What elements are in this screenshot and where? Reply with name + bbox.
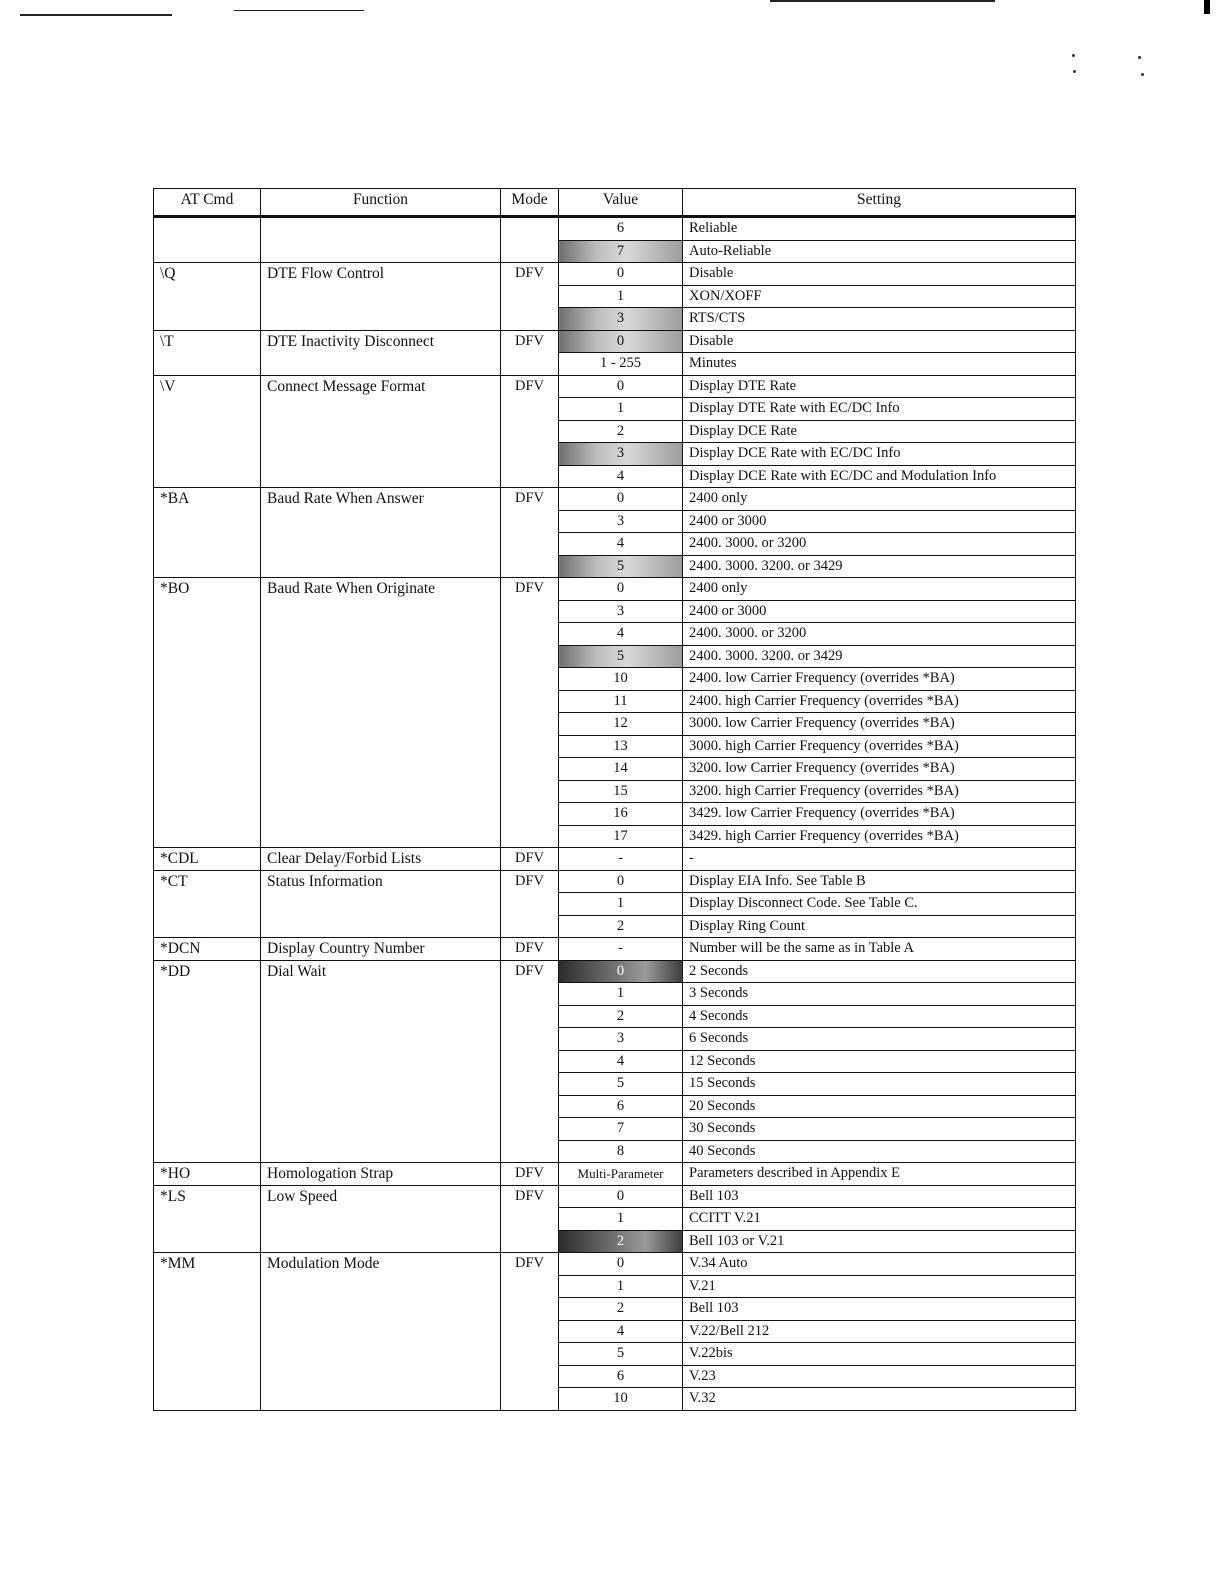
value-cell: 0 bbox=[559, 1253, 683, 1276]
header-at-cmd: AT Cmd bbox=[154, 189, 261, 217]
value-cell: 0 bbox=[559, 488, 683, 511]
mode-cell: DFV bbox=[501, 488, 559, 578]
value-cell: 1 bbox=[559, 1208, 683, 1231]
setting-cell: 3200. high Carrier Frequency (overrides *BA) bbox=[683, 780, 1076, 803]
setting-cell: Auto-Reliable bbox=[683, 240, 1076, 263]
setting-cell: 2400 only bbox=[683, 488, 1076, 511]
value-cell: 5 bbox=[559, 1073, 683, 1096]
setting-cell: 15 Seconds bbox=[683, 1073, 1076, 1096]
header-value: Value bbox=[559, 189, 683, 217]
mode-cell: DFV bbox=[501, 375, 559, 488]
default-value-cell: 5 bbox=[559, 555, 683, 578]
value-cell: 14 bbox=[559, 758, 683, 781]
value-cell: 8 bbox=[559, 1140, 683, 1163]
header-function: Function bbox=[261, 189, 501, 217]
scan-speck bbox=[1138, 56, 1141, 59]
setting-cell: Display EIA Info. See Table B bbox=[683, 870, 1076, 893]
function-cell: Baud Rate When Answer bbox=[261, 488, 501, 578]
value-cell: 4 bbox=[559, 1050, 683, 1073]
scan-speck bbox=[1141, 73, 1144, 76]
value-cell: 16 bbox=[559, 803, 683, 826]
table-row bbox=[154, 848, 1076, 871]
setting-cell: Display Disconnect Code. See Table C. bbox=[683, 893, 1076, 916]
setting-cell: 3000. low Carrier Frequency (overrides *BA) bbox=[683, 713, 1076, 736]
setting-cell: RTS/CTS bbox=[683, 308, 1076, 331]
at-command-cell: *HO bbox=[154, 1163, 261, 1186]
function-cell: Dial Wait bbox=[261, 960, 501, 1163]
value-cell: 0 bbox=[559, 375, 683, 398]
value-cell: 10 bbox=[559, 668, 683, 691]
setting-cell: XON/XOFF bbox=[683, 285, 1076, 308]
function-cell: Display Country Number bbox=[261, 938, 501, 961]
function-cell: Connect Message Format bbox=[261, 375, 501, 488]
value-cell: 4 bbox=[559, 465, 683, 488]
default-value-cell: 0 bbox=[559, 330, 683, 353]
value-cell: 13 bbox=[559, 735, 683, 758]
setting-cell: 40 Seconds bbox=[683, 1140, 1076, 1163]
default-value-cell: 3 bbox=[559, 308, 683, 331]
setting-cell: 2400. high Carrier Frequency (overrides *BA) bbox=[683, 690, 1076, 713]
value-cell: 1 bbox=[559, 398, 683, 421]
value-cell: 3 bbox=[559, 1028, 683, 1051]
table-row bbox=[154, 488, 1076, 511]
setting-cell: Disable bbox=[683, 263, 1076, 286]
scan-edge-mark bbox=[1204, 0, 1210, 14]
table-row bbox=[154, 263, 1076, 286]
mode-cell: DFV bbox=[501, 848, 559, 871]
scan-mark-left bbox=[20, 14, 172, 16]
at-command-cell: \Q bbox=[154, 263, 261, 331]
setting-cell: V.32 bbox=[683, 1388, 1076, 1411]
setting-cell: - bbox=[683, 848, 1076, 871]
header-mode: Mode bbox=[501, 189, 559, 217]
mode-cell: DFV bbox=[501, 960, 559, 1163]
table-row bbox=[154, 960, 1076, 983]
setting-cell: V.21 bbox=[683, 1275, 1076, 1298]
scan-speck bbox=[1072, 54, 1075, 57]
setting-cell: 2 Seconds bbox=[683, 960, 1076, 983]
at-command-cell: *CDL bbox=[154, 848, 261, 871]
mode-cell: DFV bbox=[501, 1185, 559, 1253]
setting-cell: 3429. low Carrier Frequency (overrides *BA) bbox=[683, 803, 1076, 826]
setting-cell: Display DTE Rate with EC/DC Info bbox=[683, 398, 1076, 421]
table-header-row bbox=[154, 189, 1076, 217]
setting-cell: 3429. high Carrier Frequency (overrides *BA) bbox=[683, 825, 1076, 848]
mode-cell: DFV bbox=[501, 1253, 559, 1411]
at-command-cell: *BA bbox=[154, 488, 261, 578]
header-setting: Setting bbox=[683, 189, 1076, 217]
setting-cell: 2400. 3000. or 3200 bbox=[683, 623, 1076, 646]
at-command-cell: \V bbox=[154, 375, 261, 488]
setting-cell: V.22bis bbox=[683, 1343, 1076, 1366]
default-value-cell: 5 bbox=[559, 645, 683, 668]
function-cell: Low Speed bbox=[261, 1185, 501, 1253]
at-command-cell bbox=[154, 217, 261, 263]
mode-cell bbox=[501, 217, 559, 263]
value-cell: 4 bbox=[559, 533, 683, 556]
value-cell: 0 bbox=[559, 870, 683, 893]
setting-cell: 2400 or 3000 bbox=[683, 600, 1076, 623]
value-cell: 1 bbox=[559, 285, 683, 308]
setting-cell: Bell 103 bbox=[683, 1298, 1076, 1321]
setting-cell: 3 Seconds bbox=[683, 983, 1076, 1006]
setting-cell: Number will be the same as in Table A bbox=[683, 938, 1076, 961]
value-cell: 0 bbox=[559, 578, 683, 601]
setting-cell: 6 Seconds bbox=[683, 1028, 1076, 1051]
setting-cell: 2400. 3000. 3200. or 3429 bbox=[683, 645, 1076, 668]
at-command-cell: *CT bbox=[154, 870, 261, 938]
value-cell: 17 bbox=[559, 825, 683, 848]
function-cell: Status Information bbox=[261, 870, 501, 938]
value-cell: 2 bbox=[559, 1005, 683, 1028]
at-command-cell: *MM bbox=[154, 1253, 261, 1411]
at-command-table bbox=[153, 188, 1076, 1411]
function-cell: Clear Delay/Forbid Lists bbox=[261, 848, 501, 871]
setting-cell: Disable bbox=[683, 330, 1076, 353]
value-cell: - bbox=[559, 938, 683, 961]
mode-cell: DFV bbox=[501, 263, 559, 331]
value-cell: 4 bbox=[559, 623, 683, 646]
value-cell: 6 bbox=[559, 1365, 683, 1388]
at-command-cell: *BO bbox=[154, 578, 261, 848]
value-cell: 1 - 255 bbox=[559, 353, 683, 376]
value-cell: 10 bbox=[559, 1388, 683, 1411]
value-cell: 2 bbox=[559, 915, 683, 938]
setting-cell: Parameters described in Appendix E bbox=[683, 1163, 1076, 1186]
setting-cell: Bell 103 bbox=[683, 1185, 1076, 1208]
mode-cell: DFV bbox=[501, 938, 559, 961]
value-cell: 0 bbox=[559, 263, 683, 286]
table-body bbox=[154, 217, 1076, 1411]
mode-cell: DFV bbox=[501, 330, 559, 375]
value-cell: 6 bbox=[559, 1095, 683, 1118]
function-cell: Modulation Mode bbox=[261, 1253, 501, 1411]
scan-mark-right bbox=[770, 0, 995, 2]
mode-cell: DFV bbox=[501, 578, 559, 848]
setting-cell: Bell 103 or V.21 bbox=[683, 1230, 1076, 1253]
setting-cell: V.34 Auto bbox=[683, 1253, 1076, 1276]
value-cell: 2 bbox=[559, 1298, 683, 1321]
scan-mark-center bbox=[234, 10, 364, 11]
setting-cell: 20 Seconds bbox=[683, 1095, 1076, 1118]
at-command-cell: *LS bbox=[154, 1185, 261, 1253]
table-row bbox=[154, 1253, 1076, 1276]
default-value-cell: 2 bbox=[559, 1230, 683, 1253]
value-cell: 4 bbox=[559, 1320, 683, 1343]
setting-cell: 2400 or 3000 bbox=[683, 510, 1076, 533]
value-cell: 12 bbox=[559, 713, 683, 736]
value-cell: 1 bbox=[559, 1275, 683, 1298]
setting-cell: 12 Seconds bbox=[683, 1050, 1076, 1073]
setting-cell: 3200. low Carrier Frequency (overrides *BA) bbox=[683, 758, 1076, 781]
setting-cell: V.23 bbox=[683, 1365, 1076, 1388]
mode-cell: DFV bbox=[501, 1163, 559, 1186]
setting-cell: Display DCE Rate with EC/DC and Modulation Info bbox=[683, 465, 1076, 488]
setting-cell: 2400. 3000. or 3200 bbox=[683, 533, 1076, 556]
value-cell: 5 bbox=[559, 1343, 683, 1366]
value-cell: - bbox=[559, 848, 683, 871]
default-value-cell: 0 bbox=[559, 960, 683, 983]
table-row bbox=[154, 578, 1076, 601]
at-command-cell: \T bbox=[154, 330, 261, 375]
default-value-cell: 3 bbox=[559, 443, 683, 466]
mode-cell: DFV bbox=[501, 870, 559, 938]
table-row bbox=[154, 1185, 1076, 1208]
table-row bbox=[154, 938, 1076, 961]
table-row bbox=[154, 375, 1076, 398]
value-cell: Multi-Parameter bbox=[559, 1163, 683, 1186]
setting-cell: 2400. low Carrier Frequency (overrides *BA) bbox=[683, 668, 1076, 691]
setting-cell: 4 Seconds bbox=[683, 1005, 1076, 1028]
setting-cell: 3000. high Carrier Frequency (overrides *BA) bbox=[683, 735, 1076, 758]
at-command-cell: *DD bbox=[154, 960, 261, 1163]
value-cell: 15 bbox=[559, 780, 683, 803]
setting-cell: Display DCE Rate bbox=[683, 420, 1076, 443]
value-cell: 11 bbox=[559, 690, 683, 713]
value-cell: 6 bbox=[559, 217, 683, 241]
setting-cell: 2400 only bbox=[683, 578, 1076, 601]
setting-cell: 2400. 3000. 3200. or 3429 bbox=[683, 555, 1076, 578]
table-row bbox=[154, 217, 1076, 241]
at-command-cell: *DCN bbox=[154, 938, 261, 961]
value-cell: 7 bbox=[559, 1118, 683, 1141]
function-cell: DTE Inactivity Disconnect bbox=[261, 330, 501, 375]
function-cell: Baud Rate When Originate bbox=[261, 578, 501, 848]
setting-cell: 30 Seconds bbox=[683, 1118, 1076, 1141]
setting-cell: Display DCE Rate with EC/DC Info bbox=[683, 443, 1076, 466]
value-cell: 1 bbox=[559, 983, 683, 1006]
setting-cell: Minutes bbox=[683, 353, 1076, 376]
table-row bbox=[154, 870, 1076, 893]
setting-cell: Reliable bbox=[683, 217, 1076, 241]
setting-cell: Display Ring Count bbox=[683, 915, 1076, 938]
value-cell: 2 bbox=[559, 420, 683, 443]
setting-cell: V.22/Bell 212 bbox=[683, 1320, 1076, 1343]
value-cell: 0 bbox=[559, 1185, 683, 1208]
scan-speck bbox=[1073, 70, 1076, 73]
table-row bbox=[154, 330, 1076, 353]
setting-cell: CCITT V.21 bbox=[683, 1208, 1076, 1231]
function-cell bbox=[261, 217, 501, 263]
table-row bbox=[154, 1163, 1076, 1186]
value-cell: 1 bbox=[559, 893, 683, 916]
default-value-cell: 7 bbox=[559, 240, 683, 263]
value-cell: 3 bbox=[559, 510, 683, 533]
function-cell: DTE Flow Control bbox=[261, 263, 501, 331]
value-cell: 3 bbox=[559, 600, 683, 623]
function-cell: Homologation Strap bbox=[261, 1163, 501, 1186]
setting-cell: Display DTE Rate bbox=[683, 375, 1076, 398]
